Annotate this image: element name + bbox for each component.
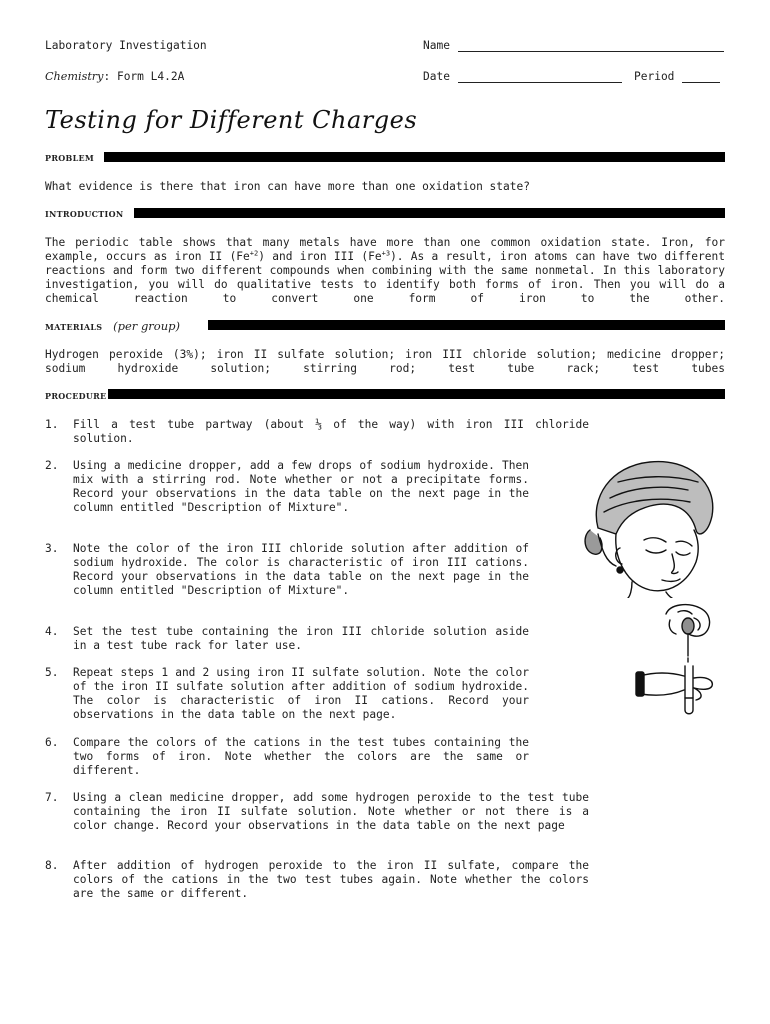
form-label [45, 70, 184, 83]
procedure-step [45, 859, 589, 901]
dropper-test-tube-illustration [630, 602, 720, 718]
step-text: After addition of hydrogen peroxide to the iron II sulfate, compare the colors of the cations in the two test tubes again. Note whether the colors are the same or different. [73, 859, 589, 900]
fe3-charge: +3 [381, 249, 391, 258]
subject-label: Chemistry [45, 70, 104, 83]
materials-heading-row [45, 319, 180, 333]
page-title: Testing for Different Charges [45, 106, 418, 134]
step-number: 5. [45, 666, 59, 679]
name-field[interactable] [423, 39, 724, 52]
woman-face-illustration [580, 458, 730, 598]
step-text: Fill a test tube partway (about ⅓ of the way) with iron III chloride solution. [73, 418, 589, 445]
intro-part-b: ) and iron III (Fe [258, 249, 382, 263]
procedure-step [45, 666, 529, 722]
date-line[interactable] [458, 82, 622, 83]
date-field[interactable] [423, 70, 622, 83]
intro-part-a: The periodic table shows that many metals have more than one common oxidation state. Iron, for example, occurs as iron II (Fe [45, 236, 725, 263]
period-line[interactable] [682, 82, 720, 83]
materials-text: Hydrogen peroxide (3%); iron II sulfate solution; iron III chloride solution; medicine dropper; sodium hydroxide solution; stirring rod; test tube rack; test tubes [45, 348, 725, 375]
step-text: Repeat steps 1 and 2 using iron II sulfate solution. Note the color of the iron II sulfate solution after addition of sodium hydroxide. The color is characteristic of iron II cations. Record your observations in the data table on the next page. [73, 666, 529, 721]
intro-part-c: ). As a result, iron atoms can have two different reactions and form two different compounds when combining with the same nonmetal. In this laboratory investigation, you will do qualitative tests to identify both forms of iron. Then you will do a chemical reaction to convert one form of iron to the other. [45, 249, 725, 305]
introduction-bar [134, 208, 725, 218]
step-text: Set the test tube containing the iron III chloride solution aside in a test tube rack for later use. [73, 625, 529, 652]
procedure-step [45, 418, 589, 446]
step-text: Note the color of the iron III chloride solution after addition of sodium hydroxide. The color is characteristic of iron III cations. Record your observations in the data table on the next page in the column entitled "Description of Mixture". [73, 542, 529, 597]
procedure-step [45, 459, 529, 515]
introduction-text [45, 236, 725, 319]
problem-bar [104, 152, 725, 162]
step-number: 1. [45, 418, 59, 431]
materials-bar [208, 320, 725, 330]
step-number: 2. [45, 459, 59, 472]
step-number: 4. [45, 625, 59, 638]
date-label: Date [423, 70, 450, 83]
procedure-bar [108, 389, 725, 399]
period-label: Period [634, 70, 675, 83]
problem-heading: PROBLEM [45, 153, 95, 163]
step-text: Compare the colors of the cations in the test tubes containing the two forms of iron. Note whether the colors are the same or different. [73, 736, 529, 777]
name-label: Name [423, 39, 450, 52]
step-text: Using a clean medicine dropper, add some hydrogen peroxide to the test tube containing the iron II sulfate solution. Note whether or not there is a color change. Record your observations in the data table on the next page [73, 791, 589, 832]
step-number: 3. [45, 542, 59, 555]
introduction-heading: INTRODUCTION [45, 209, 124, 219]
step-number: 6. [45, 736, 59, 749]
procedure-heading: PROCEDURE [45, 391, 107, 401]
step-text: Using a medicine dropper, add a few drops of sodium hydroxide. Then mix with a stirring rod. Note whether or not a precipitate forms. Record your observations in the data table on the next page in the column entitled "Description of Mixture". [73, 459, 529, 514]
problem-text: What evidence is there that iron can have more than one oxidation state? [45, 180, 530, 193]
materials-note: (per group) [113, 319, 180, 333]
period-field[interactable] [634, 70, 720, 83]
procedure-step [45, 791, 589, 833]
step-number: 7. [45, 791, 59, 804]
materials-heading: MATERIALS [45, 322, 103, 332]
name-line[interactable] [458, 51, 724, 52]
fe2-charge: +2 [249, 249, 259, 258]
procedure-step [45, 625, 529, 653]
form-code: : Form L4.2A [103, 70, 185, 83]
procedure-step [45, 736, 529, 778]
lab-investigation-label: Laboratory Investigation [45, 39, 207, 52]
step-number: 8. [45, 859, 59, 872]
procedure-step [45, 542, 529, 598]
